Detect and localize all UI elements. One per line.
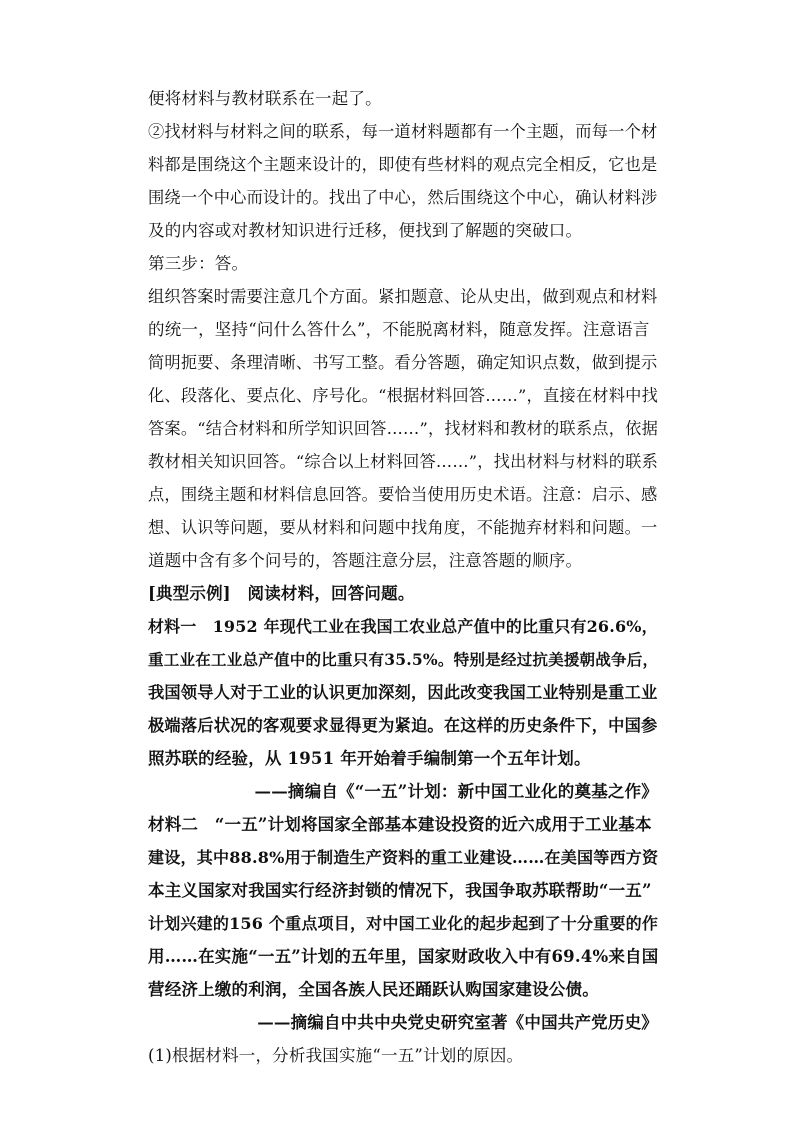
text-line: 便将材料与教材联系在一起了。	[148, 89, 382, 108]
text-line: 道题中含有多个问号的，答题注意分层，注意答题的顺序。	[148, 551, 583, 570]
material-one-line: 我国领导人对于工业的认识更加深刻，因此改变我国工业特别是重工业	[148, 683, 658, 702]
material-one-line: 极端落后状况的客观要求显得更为紧迫。在这样的历史条件下，中国参	[148, 716, 658, 735]
material-two-line: 用……在实施“一五”计划的五年里，国家财政收入中有69.4%来自国	[148, 947, 659, 966]
material-two-source: ——摘编自中共中央党史研究室著《中国共产党历史》	[257, 1013, 658, 1032]
material-two-line: 营经济上缴的利润，全国各族人民还踊跃认购国家建设公债。	[148, 980, 599, 999]
step-heading: 第三步：答。	[148, 254, 249, 273]
material-two-line: 本主义国家对我国实行经济封锁的情况下，我国争取苏联帮助“一五”	[148, 881, 652, 900]
material-one-line: 重工业在工业总产值中的比重只有35.5%。特别是经过抗美援朝战争后，	[148, 650, 659, 669]
question-one: (1)根据材料一，分析我国实施“一五”计划的原因。	[148, 1046, 524, 1065]
text-line: ②找材料与材料之间的联系，每一道材料题都有一个主题，而每一个材	[148, 122, 658, 141]
material-two-line: 计划兴建的156 个重点项目，对中国工业化的起步起到了十分重要的作	[148, 914, 659, 933]
text-line: 料都是围绕这个主题来设计的，即使有些材料的观点完全相反，它也是	[148, 155, 658, 174]
example-heading: [典型示例] 阅读材料，回答问题。	[148, 584, 415, 603]
material-one-line: 材料一 1952 年现代工业在我国工农业总产值中的比重只有26.6%，	[148, 617, 658, 636]
text-line: 答案。“结合材料和所学知识回答……”，找材料和教材的联系点，依据	[148, 419, 659, 438]
material-one-line: 照苏联的经验，从 1951 年开始着手编制第一个五年计划。	[148, 749, 591, 768]
text-line: 组织答案时需要注意几个方面。紧扣题意、论从史出，做到观点和材料	[148, 287, 658, 306]
text-line: 想、认识等问题，要从材料和问题中找角度，不能抛弃材料和问题。一	[148, 518, 658, 537]
text-line: 点，围绕主题和材料信息回答。要恰当使用历史术语。注意：启示、感	[148, 485, 658, 504]
text-line: 及的内容或对教材知识进行迁移，便找到了解题的突破口。	[148, 221, 583, 240]
text-line: 的统一，坚持“问什么答什么”，不能脱离材料，随意发挥。注意语言	[148, 320, 650, 339]
text-line: 简明扼要、条理清晰、书写工整。看分答题，确定知识点数，做到提示	[148, 353, 658, 372]
text-line: 教材相关知识回答。“综合以上材料回答……”，找出材料与材料的联系	[148, 452, 659, 471]
text-line: 化、段落化、要点化、序号化。“根据材料回答……”，直接在材料中找	[148, 386, 659, 405]
text-line: 围绕一个中心而设计的。找出了中心，然后围绕这个中心，确认材料涉	[148, 188, 658, 207]
material-one-source: ——摘编自《“一五”计划：新中国工业化的奠基之作》	[254, 782, 658, 801]
material-two-line: 建设，其中88.8%用于制造生产资料的重工业建设……在美国等西方资	[148, 848, 659, 867]
material-two-line: 材料二 “一五”计划将国家全部基本建设投资的近六成用于工业基本	[148, 815, 652, 834]
